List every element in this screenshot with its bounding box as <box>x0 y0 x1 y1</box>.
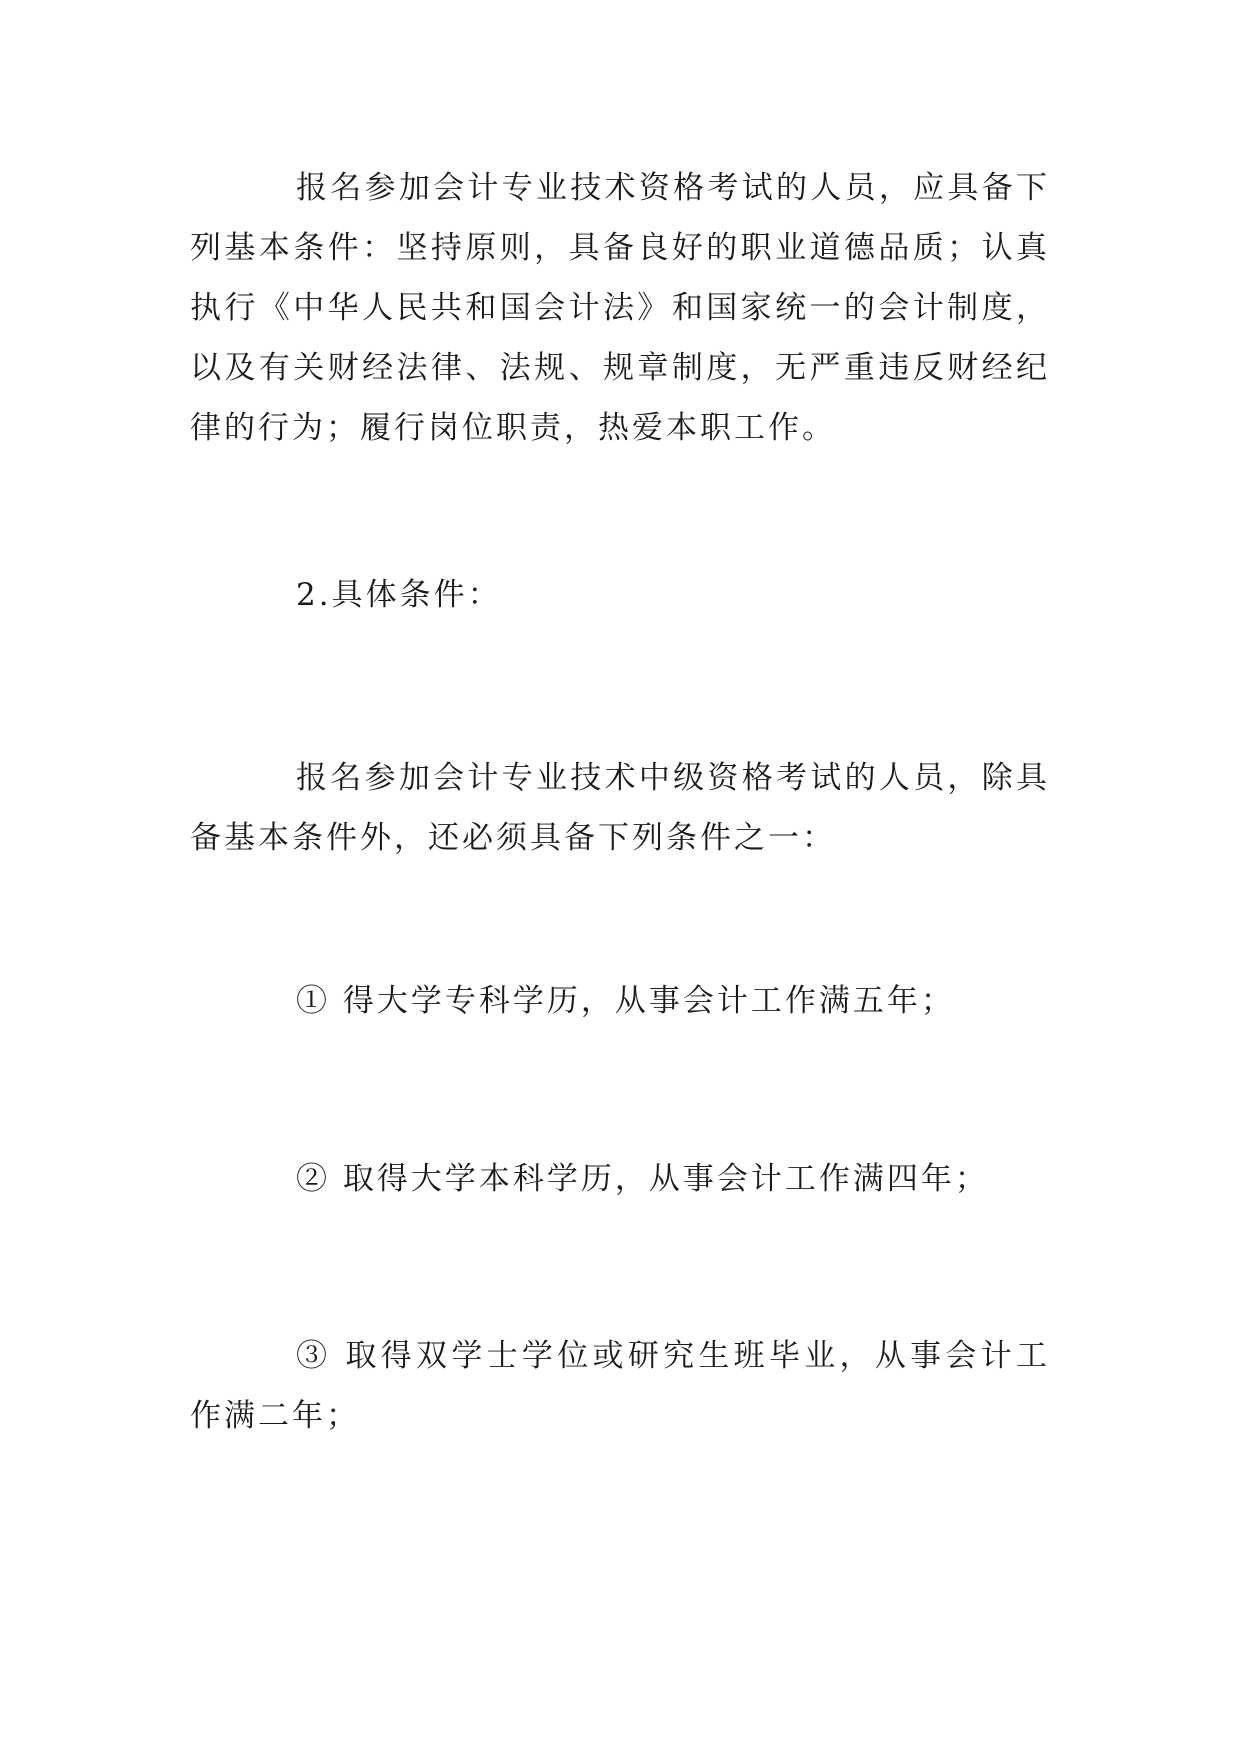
paragraph-specific-conditions-heading: 2.具体条件： <box>296 577 502 613</box>
list-item-condition-3: ③ 取得双学士学位或研究生班毕业，从事会计工作满二年； <box>190 1338 1050 1434</box>
paragraph-basic-conditions: 报名参加会计专业技术资格考试的人员，应具备下列基本条件：坚持原则，具备良好的职业道德品质；认真执行《中华人民共和国会计法》和国家统一的会计制度，以及有关财经法律、法规、规章制度，无严重违反财经纪律的行为；履行岗位职责，热爱本职工作。 <box>190 170 1050 446</box>
paragraph-intermediate-requirements: 报名参加会计专业技术中级资格考试的人员，除具备基本条件外，还必须具备下列条件之一： <box>190 760 1050 856</box>
list-item-condition-2: ② 取得大学本科学历，从事会计工作满四年； <box>296 1161 989 1197</box>
list-item-condition-1: ① 得大学专科学历，从事会计工作满五年； <box>296 983 955 1019</box>
